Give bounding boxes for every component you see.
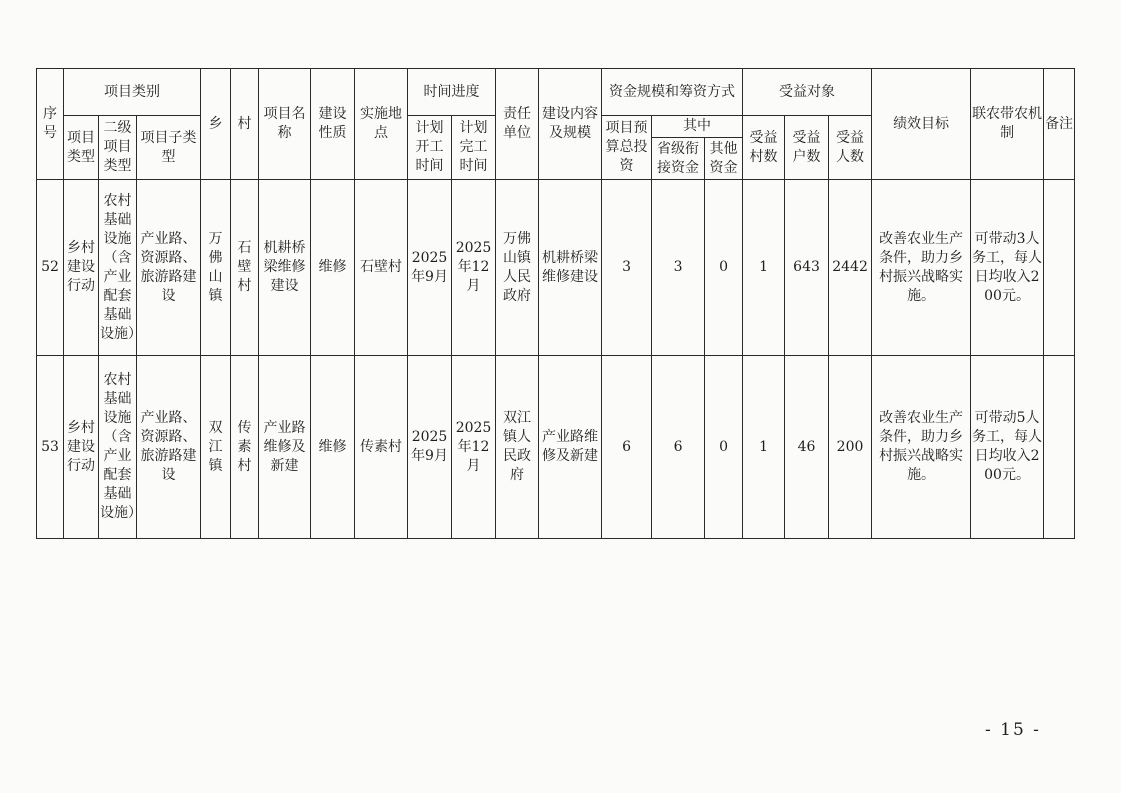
cell-project-type: 乡村建设行动 [64,356,99,539]
cell-village: 石壁村 [231,180,259,356]
header-among-group: 其中 [652,116,743,138]
header-beneficiary-villages: 受益村数 [743,116,785,180]
header-total-budget: 项目预算总投资 [602,116,652,180]
page-number: - 15 - [985,720,1041,740]
cell-performance-goal: 改善农业生产条件，助力乡村振兴战略实施。 [872,180,971,356]
cell-beneficiary-villages: 1 [743,356,785,539]
header-content-scale: 建设内容及规模 [539,69,602,180]
cell-sub-type: 产业路、资源路、旅游路建设 [137,356,201,539]
header-beneficiary-households: 受益户数 [785,116,829,180]
header-responsible-unit: 责任单位 [496,69,539,180]
header-funding-group: 资金规模和筹资方式 [602,69,743,116]
cell-project-name: 机耕桥梁维修建设 [259,180,311,356]
cell-project-name: 产业路维修及新建 [259,356,311,539]
header-beneficiary-people: 受益人数 [829,116,872,180]
cell-secondary-type: 农村基础设施（含产业配套基础设施） [99,180,137,356]
cell-project-type: 乡村建设行动 [64,180,99,356]
cell-sub-type: 产业路、资源路、旅游路建设 [137,180,201,356]
header-farmer-linkage: 联农带农机制 [971,69,1044,180]
cell-village: 传素村 [231,356,259,539]
cell-performance-goal: 改善农业生产条件，助力乡村振兴战略实施。 [872,356,971,539]
cell-remarks [1044,180,1075,356]
cell-content-scale: 产业路维修及新建 [539,356,602,539]
header-schedule-group: 时间进度 [408,69,496,116]
cell-remarks [1044,356,1075,539]
cell-farmer-linkage: 可带动5人务工，每人日均收入200元。 [971,356,1044,539]
header-row-1 [37,69,1075,116]
cell-content-scale: 机耕桥梁维修建设 [539,180,602,356]
header-planned-start: 计划开工时间 [408,116,452,180]
header-remarks: 备注 [1044,69,1075,180]
cell-seq: 53 [37,356,64,539]
header-beneficiary-group: 受益对象 [743,69,872,116]
cell-location: 传素村 [355,356,408,539]
cell-beneficiary-people: 200 [829,356,872,539]
cell-provincial-funds: 6 [652,356,705,539]
cell-responsible-unit: 万佛山镇人民政府 [496,180,539,356]
cell-provincial-funds: 3 [652,180,705,356]
cell-township: 双江镇 [201,356,231,539]
cell-other-funds: 0 [705,356,743,539]
table-row [37,356,1075,539]
header-project-name: 项目名称 [259,69,311,180]
cell-beneficiary-villages: 1 [743,180,785,356]
cell-location: 石壁村 [355,180,408,356]
cell-planned-start: 2025年9月 [408,356,452,539]
header-township: 乡 [201,69,231,180]
cell-township: 万佛山镇 [201,180,231,356]
table-row [37,180,1075,356]
cell-beneficiary-people: 2442 [829,180,872,356]
cell-planned-end: 2025年12月 [452,356,496,539]
header-category-group: 项目类别 [64,69,201,116]
header-performance-goal: 绩效目标 [872,69,971,180]
cell-planned-end: 2025年12月 [452,180,496,356]
cell-secondary-type: 农村基础设施（含产业配套基础设施） [99,356,137,539]
cell-construction-nature: 维修 [311,356,355,539]
cell-beneficiary-households: 643 [785,180,829,356]
cell-total-budget: 6 [602,356,652,539]
cell-beneficiary-households: 46 [785,356,829,539]
cell-farmer-linkage: 可带动3人务工，每人日均收入200元。 [971,180,1044,356]
header-secondary-type: 二级项目类型 [99,116,137,180]
cell-seq: 52 [37,180,64,356]
cell-planned-start: 2025年9月 [408,180,452,356]
header-construction-nature: 建设性质 [311,69,355,180]
header-location: 实施地点 [355,69,408,180]
header-provincial-funds: 省级衔接资金 [652,138,705,180]
header-planned-end: 计划完工时间 [452,116,496,180]
header-other-funds: 其他资金 [705,138,743,180]
cell-construction-nature: 维修 [311,180,355,356]
header-sub-type: 项目子类型 [137,116,201,180]
header-project-type: 项目类型 [64,116,99,180]
cell-total-budget: 3 [602,180,652,356]
header-seq: 序号 [37,69,64,180]
cell-other-funds: 0 [705,180,743,356]
header-village: 村 [231,69,259,180]
cell-responsible-unit: 双江镇人民政府 [496,356,539,539]
project-table [36,68,1075,539]
